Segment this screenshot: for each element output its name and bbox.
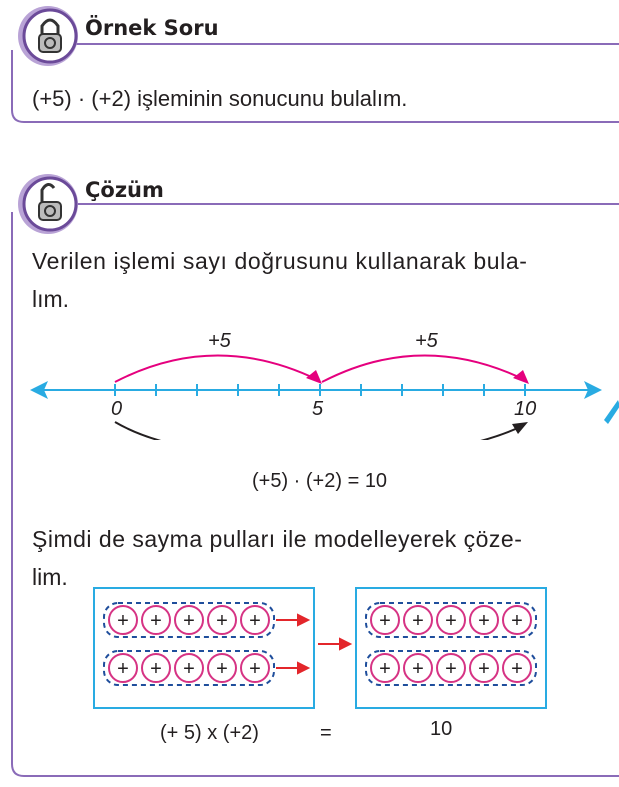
- total-arc-arrowhead: [512, 422, 528, 434]
- counter-plus-sign: +: [511, 610, 523, 632]
- lock-icon: [16, 4, 80, 68]
- solution-intro-line2: lım.: [32, 286, 70, 312]
- tick-label-5: 5: [312, 398, 324, 420]
- counter-plus-sign: +: [379, 658, 391, 680]
- counter-plus-sign: +: [478, 658, 490, 680]
- result-formula: (+5) · (+2) = 10: [252, 470, 388, 492]
- example-question: (+5) · (+2) işleminin sonucunu bulalım.: [32, 86, 408, 111]
- example-question-box: [10, 16, 619, 120]
- counters-intro-line1: Şimdi de sayma pulları ile modelleyerek çöze-: [32, 526, 523, 552]
- counter-plus-sign: +: [117, 610, 129, 632]
- tick-label-10: 10: [514, 398, 537, 420]
- solution-title: Çözüm: [85, 178, 164, 202]
- solution-intro-line1: Verilen işlemi sayı doğrusunu kullanarak bula-: [32, 248, 528, 274]
- counter-plus-sign: +: [379, 610, 391, 632]
- unlocked-lock-icon: [16, 172, 80, 236]
- counter-plus-sign: +: [412, 610, 424, 632]
- counter-plus-sign: +: [445, 658, 457, 680]
- counter-plus-sign: +: [150, 658, 162, 680]
- jump-arc-1-arrowhead: [306, 370, 322, 384]
- counter-plus-sign: +: [117, 658, 129, 680]
- number-line-diagram: [0, 330, 619, 440]
- counters-intro-line2: lim.: [32, 564, 68, 590]
- counter-plus-sign: +: [183, 658, 195, 680]
- counter-plus-sign: +: [412, 658, 424, 680]
- total-arc: [115, 422, 522, 440]
- counter-plus-sign: +: [249, 658, 261, 680]
- counter-plus-sign: +: [511, 658, 523, 680]
- counter-plus-sign: +: [216, 658, 228, 680]
- counter-plus-sign: +: [478, 610, 490, 632]
- counter-plus-sign: +: [249, 610, 261, 632]
- jump-arc-2: [322, 355, 525, 382]
- jump-arc-1: [115, 355, 318, 382]
- counter-plus-sign: +: [150, 610, 162, 632]
- jump-arc-2-arrowhead: [513, 370, 529, 384]
- model-equals-sign: =: [320, 722, 332, 744]
- right-model-caption: 10: [430, 718, 453, 740]
- counter-plus-sign: +: [445, 610, 457, 632]
- example-title: Örnek Soru: [85, 16, 219, 40]
- tick-label-0: 0: [111, 398, 123, 420]
- counter-plus-sign: +: [183, 610, 195, 632]
- jump-label-1: +5: [208, 330, 231, 352]
- counter-plus-sign: +: [216, 610, 228, 632]
- jump-label-2: +5: [415, 330, 438, 352]
- counters-model-diagram: [90, 585, 619, 715]
- pencil-decoration-icon: [600, 396, 619, 426]
- left-model-caption: (+ 5) x (+2): [160, 722, 259, 744]
